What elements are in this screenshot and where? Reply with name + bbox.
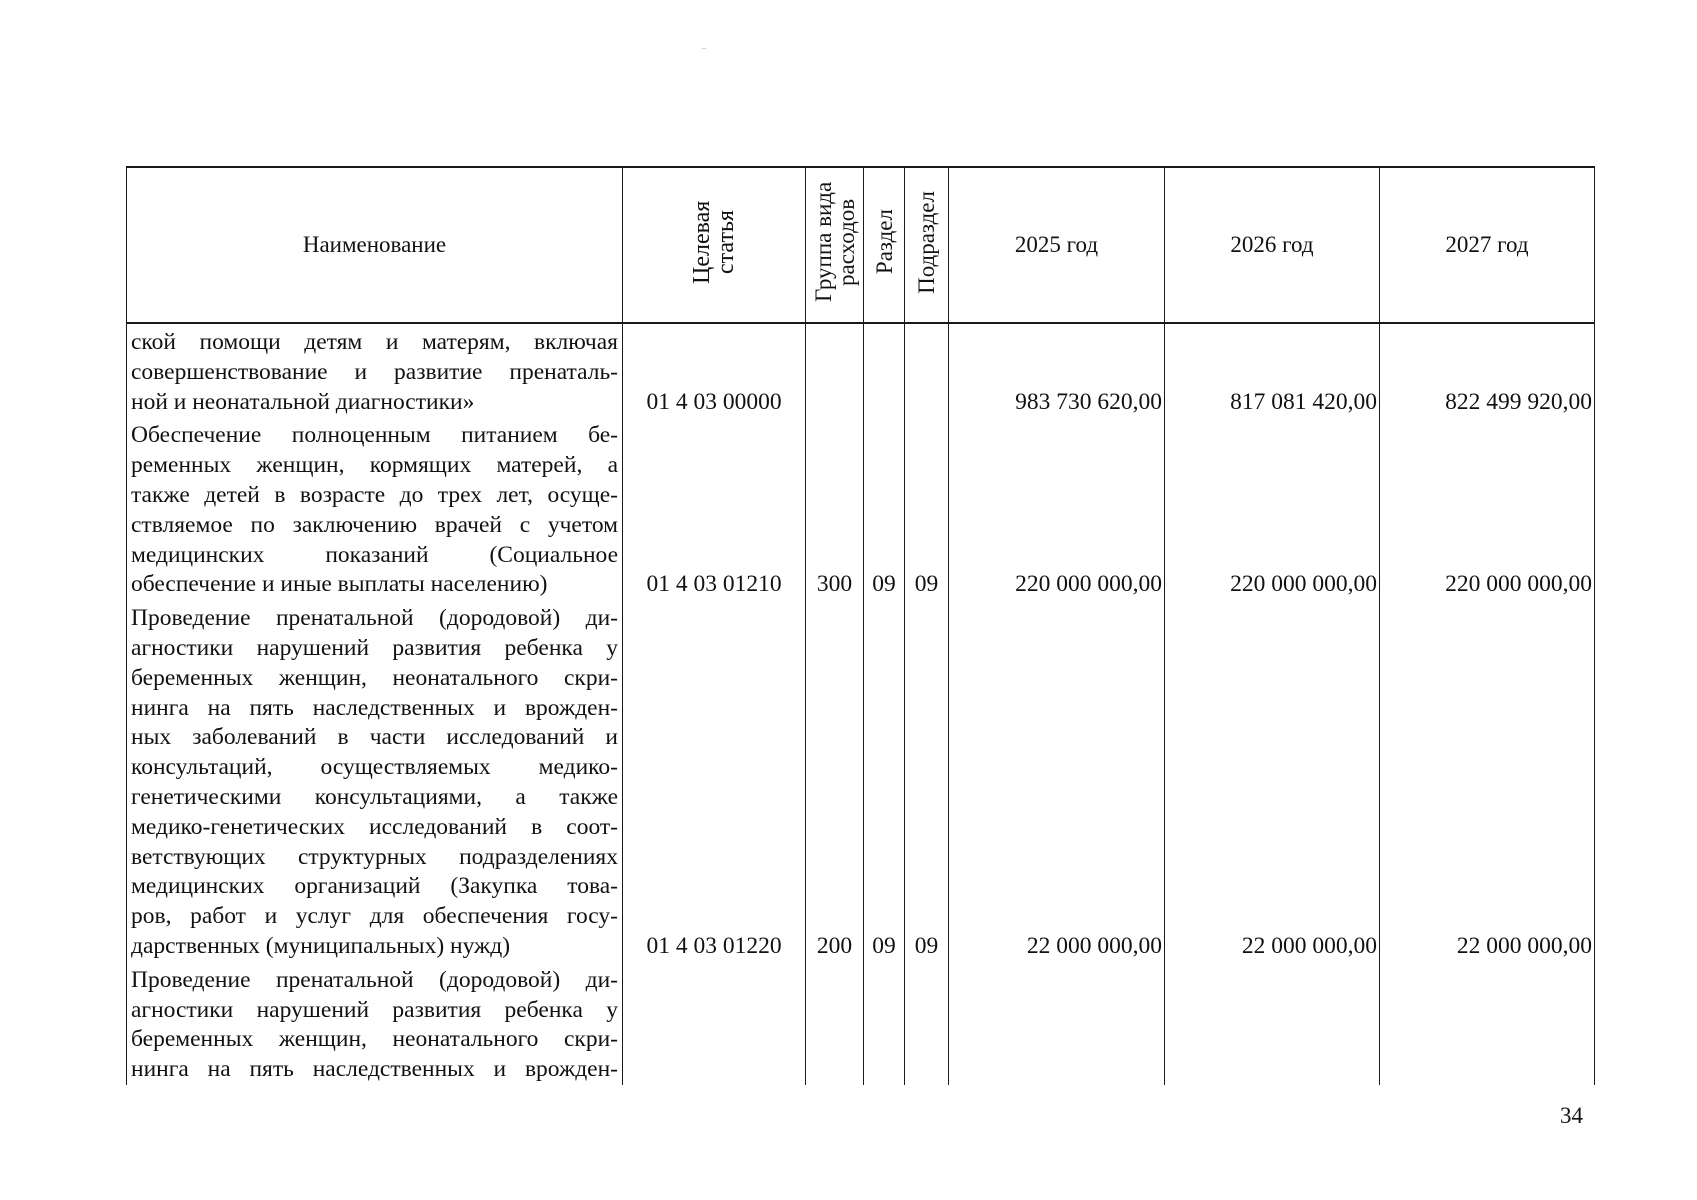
cell-expense-group-value: 200 bbox=[816, 932, 853, 959]
cell-expense-group-value bbox=[806, 1055, 863, 1085]
cell-amount-2027-value: 22 000 000,00 bbox=[1456, 932, 1592, 959]
header-target-article: Целевая статья bbox=[623, 167, 806, 323]
cell-amount-2025-value: 22 000 000,00 bbox=[1026, 932, 1162, 959]
page-number: 34 bbox=[1560, 1103, 1583, 1128]
name-line: ров, работ и услуг для обеспечения госу- bbox=[131, 903, 618, 930]
cell-amount-2025-value bbox=[949, 1055, 1162, 1085]
cell-target-article-value: 01 4 03 00000 bbox=[646, 388, 782, 415]
cell-amount-2027 bbox=[1380, 600, 1595, 962]
table-body bbox=[127, 323, 1595, 1085]
cell-expense-group bbox=[806, 323, 864, 417]
table-header-row bbox=[127, 167, 1595, 323]
name-line: ской помощи детям и матерям, включая bbox=[131, 329, 618, 355]
cell-amount-2026 bbox=[1165, 417, 1380, 600]
name-line: обеспечение и иные выплаты населению) bbox=[131, 571, 548, 598]
table-row bbox=[127, 417, 1595, 600]
cell-target-article bbox=[623, 417, 806, 600]
name-line: ветствующих структурных подразделениях bbox=[131, 843, 618, 870]
name-line: ной и неонатальной диагностики» bbox=[131, 388, 475, 415]
cell-amount-2027-value: 822 499 920,00 bbox=[1445, 388, 1592, 415]
cell-amount-2026 bbox=[1165, 323, 1380, 417]
name-line: медико-генетических исследований в соот- bbox=[131, 813, 618, 840]
cell-expense-group-value: 300 bbox=[816, 571, 853, 598]
cell-section-value: 09 bbox=[872, 571, 896, 598]
table-row bbox=[127, 962, 1595, 1085]
cell-amount-2027-value: 220 000 000,00 bbox=[1445, 571, 1592, 598]
name-line: медицинских организаций (Закупка това- bbox=[131, 873, 618, 900]
cell-amount-2025 bbox=[949, 323, 1165, 417]
cell-subsection-value bbox=[905, 388, 948, 418]
cell-subsection bbox=[905, 962, 949, 1085]
cell-amount-2026-value: 22 000 000,00 bbox=[1241, 932, 1377, 959]
name-line: агностики нарушений развития ребенка у bbox=[131, 634, 618, 661]
cell-target-article-value bbox=[623, 1055, 805, 1085]
cell-subsection bbox=[905, 323, 949, 417]
cell-name bbox=[127, 323, 623, 417]
cell-subsection-value: 09 bbox=[914, 571, 939, 598]
name-line: также детей в возрасте до трех лет, осуще- bbox=[131, 481, 618, 508]
cell-subsection bbox=[905, 417, 949, 600]
header-section: Раздел bbox=[864, 167, 905, 323]
cell-amount-2025-value: 983 730 620,00 bbox=[1015, 388, 1162, 415]
budget-table bbox=[126, 166, 1595, 1085]
name-line: ствляемое по заключению врачей с учетом bbox=[131, 511, 618, 538]
cell-amount-2026-value bbox=[1165, 1055, 1377, 1085]
cell-section bbox=[864, 417, 905, 600]
cell-name bbox=[127, 600, 623, 962]
cell-amount-2025 bbox=[949, 962, 1165, 1085]
name-line: ных заболеваний в части исследований и bbox=[131, 724, 618, 751]
name-line: медицинских показаний (Социальное bbox=[131, 541, 618, 568]
cell-target-article bbox=[623, 600, 806, 962]
scan-artifact bbox=[702, 48, 706, 49]
cell-target-article bbox=[623, 962, 806, 1085]
cell-expense-group bbox=[806, 962, 864, 1085]
cell-amount-2027 bbox=[1380, 323, 1595, 417]
cell-amount-2025-value: 220 000 000,00 bbox=[1015, 571, 1162, 598]
header-name: Наименование bbox=[127, 167, 623, 323]
cell-name bbox=[127, 417, 623, 600]
cell-section-value: 09 bbox=[872, 932, 896, 959]
cell-amount-2027-value bbox=[1380, 1055, 1592, 1085]
table-row bbox=[127, 600, 1595, 962]
cell-subsection bbox=[905, 600, 949, 962]
cell-target-article-value: 01 4 03 01210 bbox=[646, 571, 782, 598]
cell-section-value bbox=[864, 388, 904, 418]
cell-section bbox=[864, 962, 905, 1085]
name-line: нинга на пять наследственных и врожден- bbox=[131, 694, 618, 721]
name-line: генетическими консультациями, а также bbox=[131, 783, 618, 810]
cell-expense-group bbox=[806, 417, 864, 600]
name-line: агностики нарушений развития ребенка у bbox=[131, 996, 618, 1023]
cell-amount-2026-value: 220 000 000,00 bbox=[1230, 571, 1377, 598]
cell-amount-2027 bbox=[1380, 962, 1595, 1085]
cell-target-article bbox=[623, 323, 806, 417]
cell-amount-2025 bbox=[949, 600, 1165, 962]
cell-amount-2026 bbox=[1165, 600, 1380, 962]
name-line: беременных женщин, неонатального скри- bbox=[131, 664, 618, 691]
cell-subsection-value: 09 bbox=[914, 932, 939, 959]
cell-amount-2026-value: 817 081 420,00 bbox=[1230, 388, 1377, 415]
name-line: нинга на пять наследственных и врожден- bbox=[131, 1056, 618, 1083]
cell-expense-group bbox=[806, 600, 864, 962]
cell-amount-2026 bbox=[1165, 962, 1380, 1085]
name-line: дарственных (муниципальных) нужд) bbox=[131, 932, 511, 959]
name-line: беременных женщин, неонатального скри- bbox=[131, 1026, 618, 1053]
cell-expense-group-value bbox=[806, 388, 863, 418]
cell-amount-2025 bbox=[949, 417, 1165, 600]
cell-target-article-value: 01 4 03 01220 bbox=[646, 932, 782, 959]
header-subsection: Подраздел bbox=[905, 167, 949, 323]
name-line: Проведение пренатальной (дородовой) ди- bbox=[131, 605, 618, 632]
cell-section bbox=[864, 600, 905, 962]
name-line: совершенствование и развитие пренаталь- bbox=[131, 358, 618, 385]
cell-section bbox=[864, 323, 905, 417]
cell-amount-2027 bbox=[1380, 417, 1595, 600]
name-line: Обеспечение полноценным питанием бе- bbox=[131, 422, 618, 449]
header-year-2027: 2027 год bbox=[1380, 167, 1595, 323]
table-row bbox=[127, 323, 1595, 417]
cell-name bbox=[127, 962, 623, 1085]
cell-subsection-value bbox=[905, 1055, 948, 1085]
cell-section-value bbox=[864, 1055, 904, 1085]
name-line: консультаций, осуществляемых медико- bbox=[131, 754, 618, 781]
header-expense-group: Группа вида расходов bbox=[806, 167, 864, 323]
header-year-2025: 2025 год bbox=[949, 167, 1165, 323]
name-line: Проведение пренатальной (дородовой) ди- bbox=[131, 966, 618, 993]
header-year-2026: 2026 год bbox=[1165, 167, 1380, 323]
name-line: ременных женщин, кормящих матерей, а bbox=[131, 452, 618, 479]
